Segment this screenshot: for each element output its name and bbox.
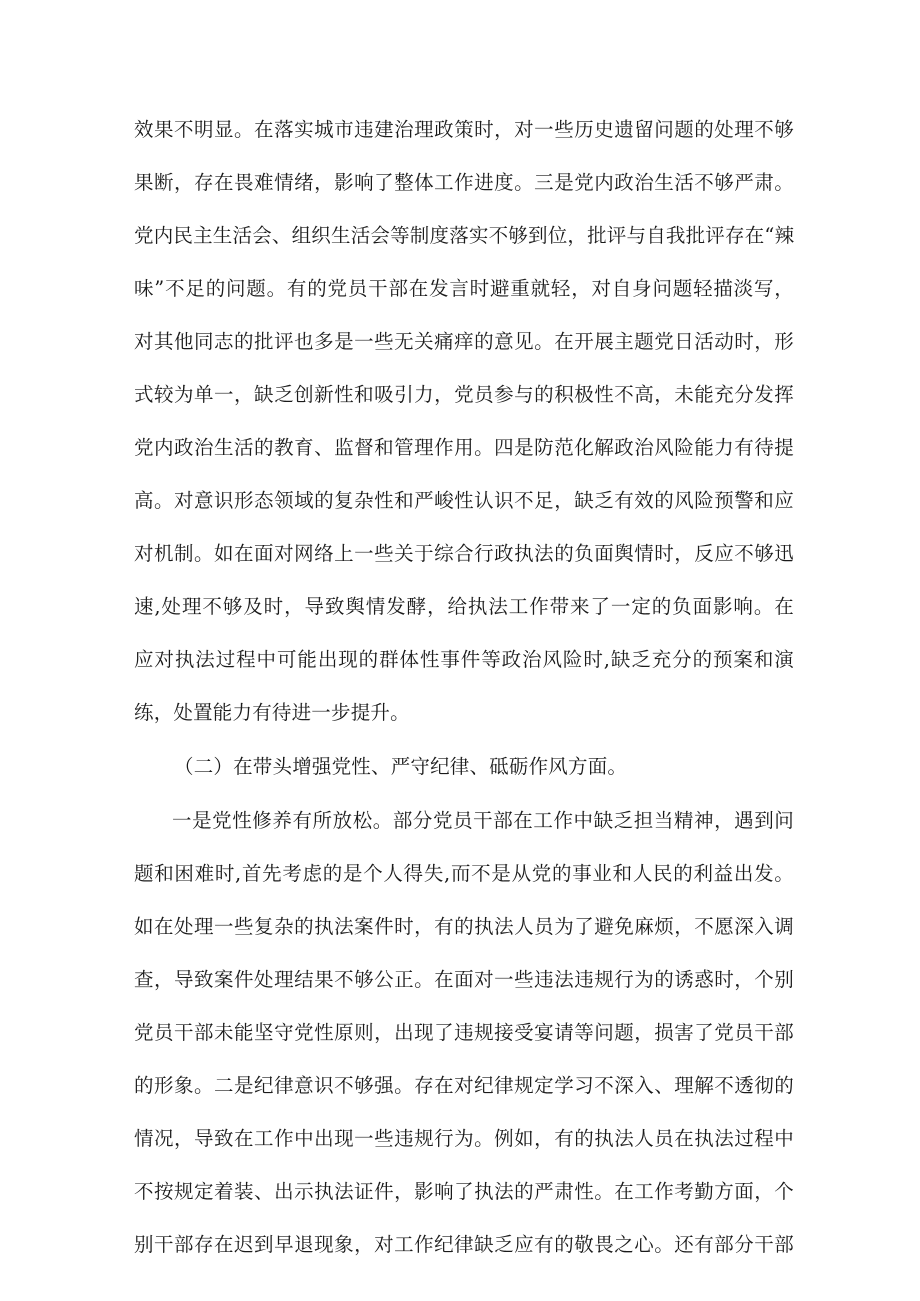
- paragraph-line: 效果不明显。在落实城市违建治理政策时，对一些历史遗留问题的处理不够: [134, 118, 794, 141]
- paragraph-line: 果断，存在畏难情绪，影响了整体工作进度。三是党内政治生活不够严肃。: [134, 171, 794, 194]
- paragraph-line: 查，导致案件处理结果不够公正。在面对一些违法违规行为的诱惑时，个别: [134, 968, 794, 991]
- paragraph-line: 如在处理一些复杂的执法案件时，有的执法人员为了避免麻烦，不愿深入调: [134, 915, 794, 938]
- paragraph-line: 对其他同志的批评也多是一些无关痛痒的意见。在开展主题党日活动时，形: [134, 330, 794, 353]
- paragraph-line: 情况，导致在工作中出现一些违规行为。例如，有的执法人员在执法过程中: [134, 1127, 794, 1150]
- paragraph-line: 党内政治生活的教育、监督和管理作用。四是防范化解政治风险能力有待提: [134, 436, 794, 459]
- paragraph-line: 不按规定着装、出示执法证件，影响了执法的严肃性。在工作考勤方面，个: [134, 1180, 794, 1203]
- paragraph-line: 一是党性修养有所放松。部分党员干部在工作中缺乏担当精神，遇到问: [172, 809, 794, 832]
- paragraph-line: 别干部存在迟到早退现象，对工作纪律缺乏应有的敬畏之心。还有部分干部: [134, 1233, 794, 1256]
- paragraph-line: 速,处理不够及时，导致舆情发酵，给执法工作带来了一定的负面影响。在: [134, 595, 794, 618]
- section-heading: （二）在带头增强党性、严守纪律、砥砺作风方面。: [174, 755, 628, 778]
- paragraph-line: 高。对意识形态领域的复杂性和严峻性认识不足，缺乏有效的风险预警和应: [134, 489, 794, 512]
- paragraph-line: 党员干部未能坚守党性原则，出现了违规接受宴请等问题，损害了党员干部: [134, 1021, 794, 1044]
- paragraph-line: 的形象。二是纪律意识不够强。存在对纪律规定学习不深入、理解不透彻的: [134, 1074, 794, 1097]
- paragraph-line: 党内民主生活会、组织生活会等制度落实不够到位，批评与自我批评存在“辣: [134, 224, 795, 247]
- paragraph-line: 应对执法过程中可能出现的群体性事件等政治风险时,缺乏充分的预案和演: [134, 648, 794, 671]
- paragraph-line: 式较为单一，缺乏创新性和吸引力，党员参与的积极性不高，未能充分发挥: [134, 383, 794, 406]
- paragraph-line: 练，处置能力有待进一步提升。: [134, 701, 410, 724]
- paragraph-line: 味”不足的问题。有的党员干部在发言时避重就轻，对自身问题轻描淡写，: [134, 277, 794, 300]
- paragraph-line: 对机制。如在面对网络上一些关于综合行政执法的负面舆情时，反应不够迅: [134, 542, 794, 565]
- paragraph-line: 题和困难时,首先考虑的是个人得失,而不是从党的事业和人民的利益出发。: [134, 862, 794, 885]
